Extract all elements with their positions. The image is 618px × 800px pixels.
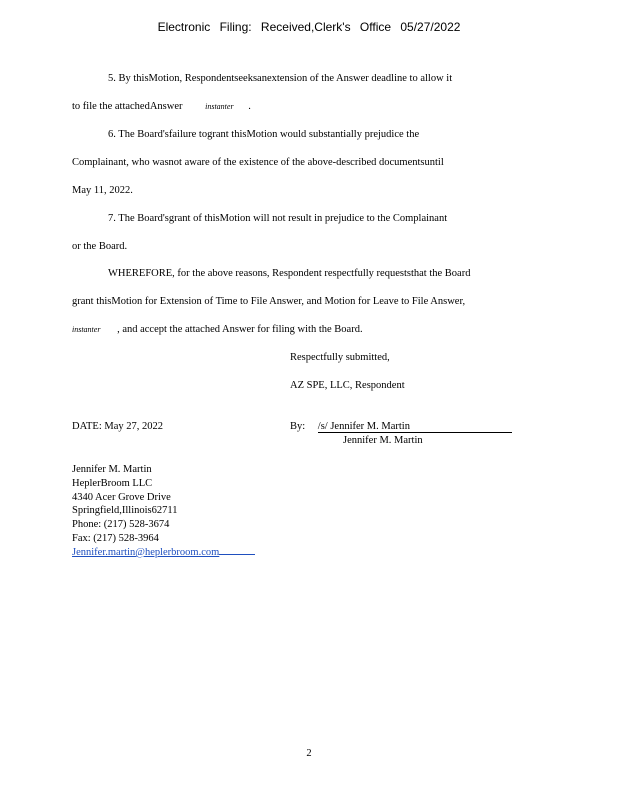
paragraph-7-line-1: 7. The Board'sgrant of thisMotion will not result in prejudice to the Complainant xyxy=(108,213,448,224)
email-underline-extension xyxy=(219,554,255,555)
email-link[interactable]: Jennifer.martin@heplerbroom.com xyxy=(72,546,220,558)
signer-name: Jennifer M. Martin xyxy=(343,435,423,446)
paragraph-5-text: to file the attachedAnswer xyxy=(72,101,183,112)
by-label: By: xyxy=(290,421,306,432)
address-phone: Phone: (217) 528-3674 xyxy=(72,519,170,531)
page-number: 2 xyxy=(306,748,312,759)
address-block xyxy=(72,463,255,560)
signature-line xyxy=(290,421,512,433)
address-firm: HeplerBroom LLC xyxy=(72,477,153,489)
closing-text: Respectfully submitted, xyxy=(290,352,390,363)
paragraph-6-line-2: Complainant, who wasnot aware of the existence of the above-described documentsuntil xyxy=(72,157,444,168)
paragraph-5-line-1: 5. By thisMotion, Respondentseeksanextension of the Answer deadline to allow it xyxy=(108,73,453,84)
paragraph-5-period: . xyxy=(248,101,251,112)
paragraph-5-instanter: instanter xyxy=(205,102,234,111)
address-name: Jennifer M. Martin xyxy=(72,464,152,475)
wherefore-line-1: WHEREFORE, for the above reasons, Respondent respectfully requeststhat the Board xyxy=(108,268,471,279)
party-name: AZ SPE, LLC, Respondent xyxy=(290,380,405,391)
address-city: Springfield,Illinois62711 xyxy=(72,505,178,517)
paragraph-6-line-1: 6. The Board'sfailure togrant thisMotion would substantially prejudice the xyxy=(108,129,420,140)
date-line: DATE: May 27, 2022 xyxy=(72,421,163,432)
paragraph-7-line-2: or the Board. xyxy=(72,241,128,252)
signature-underline xyxy=(318,421,512,433)
address-fax: Fax: (217) 528-3964 xyxy=(72,532,159,544)
paragraph-6-line-3: May 11, 2022. xyxy=(72,185,133,196)
paragraph-5-line-2 xyxy=(72,101,251,112)
wherefore-instanter: instanter xyxy=(72,325,101,334)
address-street: 4340 Acer Grove Drive xyxy=(72,491,171,503)
electronic-signature: /s/ Jennifer M. Martin xyxy=(317,421,410,432)
wherefore-text: , and accept the attached Answer for filing with the Board. xyxy=(117,324,363,335)
filing-header: Electronic Filing: Received,Clerk's Office 05/27/2022 xyxy=(157,20,461,34)
wherefore-line-2: grant thisMotion for Extension of Time to File Answer, and Motion for Leave to File Answer, xyxy=(72,296,466,307)
wherefore-line-3 xyxy=(72,324,363,335)
